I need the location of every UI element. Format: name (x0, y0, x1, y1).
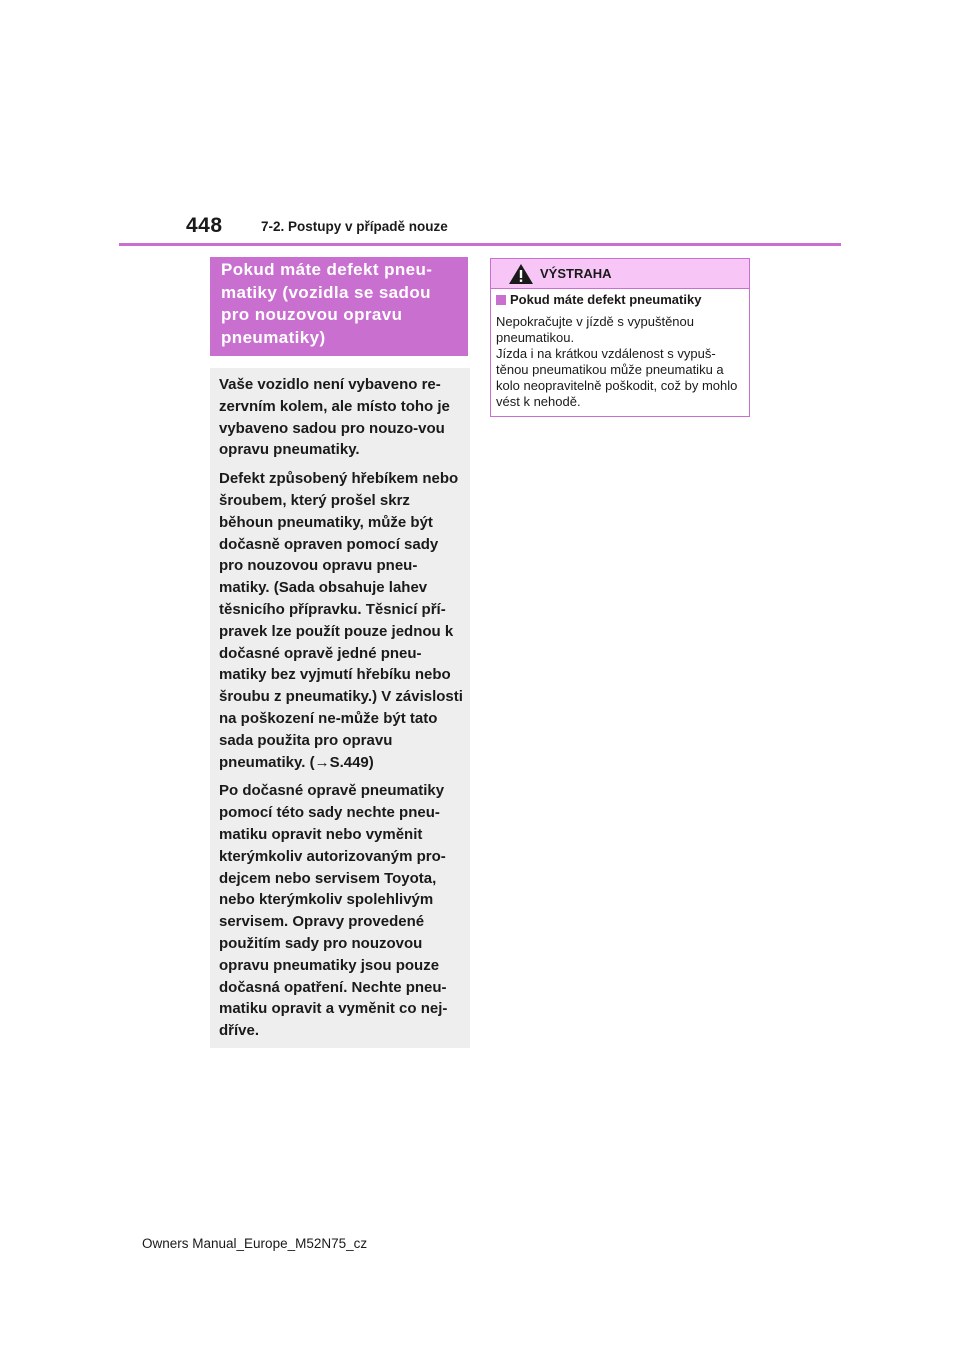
topic-heading-line: Pokud máte defekt pneu- (221, 260, 433, 279)
warning-paragraph: Jízda i na krátkou vzdálenost s vypuš-těnou pneumatikou může pneumatiku a kolo neopravitelně poškodit, což by mohlo vést k nehodě. (496, 346, 738, 409)
body-paragraph: Defekt způsobený hřebíkem nebo šroubem, který prošel skrz běhoun pneumatiky, může být dočasně opraven pomocí sady pro nouzovou opravu pneu-matiky. (Sada obsahuje lahev těsnicího přípravku. Těsnicí pří-pravek lze použít pouze jednou k dočasné opravě jedné pneu-matiky bez vyjmutí hřebíku nebo šroubu z pneumatiky.) V závislosti na poškození ne-může být tato sada použita pro opravu pneumatiky. (→S.449) (219, 470, 463, 771)
topic-heading-line: pro nouzovou opravu (221, 305, 403, 324)
topic-heading-line: matiky (vozidla se sadou (221, 282, 431, 302)
warning-subtitle-text: Pokud máte defekt pneumatiky (510, 292, 702, 307)
body-paragraph: Vaše vozidlo není vybaveno re-zervním kolem, ale místo toho je vybaveno sadou pro nouzo-vou opravu pneumatiky. (219, 376, 450, 459)
footer-text: Owners Manual_Europe_M52N75_cz (142, 1236, 368, 1251)
warning-label: VÝSTRAHA (540, 266, 612, 281)
body-paragraph: Po dočasné opravě pneumatiky pomocí této sady nechte pneu-matiku opravit nebo vyměnit kterýmkoliv autorizovaným pro-dejcem nebo servisem Toyota, nebo kterýmkoliv spolehlivým servisem. Opravy provedené použitím sady pro nouzovou opravu pneumatiky jsou pouze dočasná opatření. Nechte pneu-matiku opravit a vyměnit co nej-dříve. (219, 782, 448, 1040)
warning-subtitle (496, 292, 701, 307)
page-number: 448 (186, 214, 223, 237)
topic-heading (221, 259, 468, 349)
header-divider (119, 243, 841, 246)
square-bullet-icon (496, 295, 506, 305)
warning-text (496, 314, 744, 410)
warning-paragraph: Nepokračujte v jízdě s vypuštěnou pneumatikou. (496, 314, 694, 345)
warning-box (490, 258, 750, 417)
section-title: 7-2. Postupy v případě nouze (261, 219, 448, 234)
topic-heading-line: pneumatiky) (221, 327, 326, 347)
warning-triangle-icon (508, 263, 534, 285)
warning-header (491, 259, 749, 289)
topic-body (210, 368, 470, 1048)
topic-heading-box (210, 257, 468, 356)
